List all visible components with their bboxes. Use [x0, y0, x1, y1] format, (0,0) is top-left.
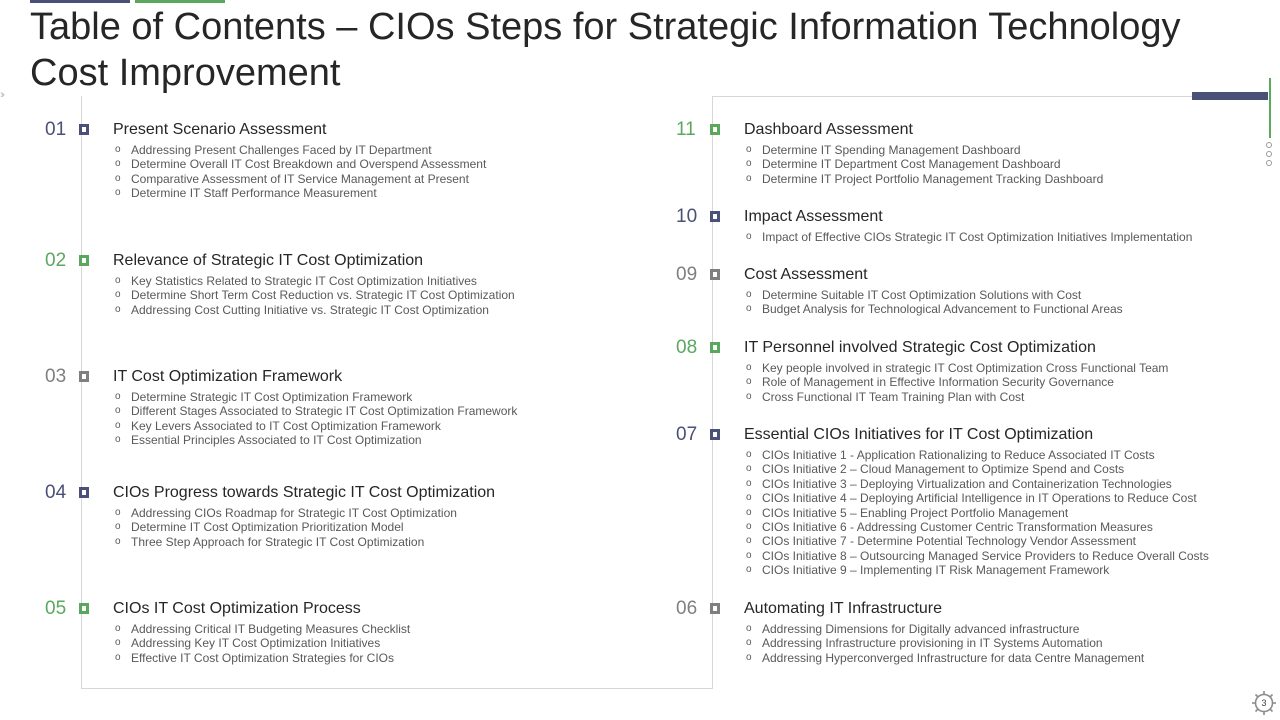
list-item: o CIOs Initiative 2 – Cloud Management to Optimize Spend and Costs — [744, 462, 1209, 476]
list-item: o Determine IT Project Portfolio Management Tracking Dashboard — [744, 172, 1103, 186]
list-item: o Three Step Approach for Strategic IT Cost Optimization — [113, 535, 457, 549]
list-item: o Addressing Cost Cutting Initiative vs. Strategic IT Cost Optimization — [113, 303, 515, 317]
bullet-square-icon — [79, 371, 89, 382]
list-item: o CIOs Initiative 9 – Implementing IT Risk Management Framework — [744, 563, 1209, 577]
section-number: 03 — [45, 366, 67, 387]
list-item: o Budget Analysis for Technological Advancement to Functional Areas — [744, 302, 1123, 316]
toc-section-04[interactable] — [45, 482, 685, 557]
section-title: Impact Assessment — [744, 208, 883, 225]
list-item: o Different Stages Associated to Strategic IT Cost Optimization Framework — [113, 404, 517, 418]
list-item: o Addressing Present Challenges Faced by IT Department — [113, 143, 486, 157]
section-title: IT Personnel involved Strategic Cost Optimization — [744, 339, 1096, 356]
toc-section-11[interactable] — [676, 119, 1256, 194]
section-number: 02 — [45, 250, 67, 271]
list-item: o CIOs Initiative 3 – Deploying Virtualization and Containerization Technologies — [744, 477, 1209, 491]
list-item: o Effective IT Cost Optimization Strategies for CIOs — [113, 651, 410, 665]
section-number: 10 — [676, 206, 698, 227]
section-title: CIOs IT Cost Optimization Process — [113, 600, 361, 617]
list-item: o CIOs Initiative 4 – Deploying Artificial Intelligence in IT Operations to Reduce Cost — [744, 491, 1209, 505]
section-number: 05 — [45, 598, 67, 619]
section-title: Essential CIOs Initiatives for IT Cost Optimization — [744, 426, 1094, 443]
section-items — [744, 361, 1168, 404]
toc-section-06[interactable] — [676, 598, 1256, 673]
section-title: Relevance of Strategic IT Cost Optimization — [113, 252, 424, 269]
section-number: 11 — [676, 119, 696, 140]
toc-section-01[interactable] — [45, 119, 685, 209]
list-item: o Determine Overall IT Cost Breakdown and Overspend Assessment — [113, 157, 486, 171]
bullet-square-icon — [710, 269, 720, 280]
section-items — [113, 143, 486, 201]
toc-section-09[interactable] — [676, 264, 1256, 324]
list-item: o CIOs Initiative 5 – Enabling Project Portfolio Management — [744, 506, 1209, 520]
dots-icon — [1266, 142, 1274, 166]
top-accent-line-green — [135, 0, 225, 3]
right-column-frame-top — [712, 96, 1192, 97]
section-number: 06 — [676, 598, 698, 619]
section-number: 01 — [45, 119, 67, 140]
section-number: 07 — [676, 424, 698, 445]
list-item: o Determine Short Term Cost Reduction vs. Strategic IT Cost Optimization — [113, 288, 515, 302]
section-title: IT Cost Optimization Framework — [113, 368, 343, 385]
list-item: o Essential Principles Associated to IT Cost Optimization — [113, 433, 517, 447]
section-title: Present Scenario Assessment — [113, 121, 327, 138]
page-number: 3 — [1261, 698, 1267, 708]
list-item: o Cross Functional IT Team Training Plan with Cost — [744, 390, 1168, 404]
section-title: Cost Assessment — [744, 266, 868, 283]
section-number: 08 — [676, 337, 698, 358]
list-item: o Addressing Hyperconverged Infrastructure for data Centre Management — [744, 651, 1144, 665]
list-item: o CIOs Initiative 7 - Determine Potential Technology Vendor Assessment — [744, 534, 1209, 548]
corner-accent-bar — [1192, 92, 1268, 100]
page-title: Table of Contents – CIOs Steps for Strategic Information Technology Cost Improvement — [30, 6, 1181, 94]
section-items — [744, 288, 1123, 317]
section-title: Dashboard Assessment — [744, 121, 913, 138]
list-item: o Addressing Dimensions for Digitally advanced infrastructure — [744, 622, 1144, 636]
list-item: o Key Statistics Related to Strategic IT Cost Optimization Initiatives — [113, 274, 515, 288]
list-item: o CIOs Initiative 1 - Application Rationalizing to Reduce Associated IT Costs — [744, 448, 1209, 462]
section-number: 04 — [45, 482, 67, 503]
toc-section-10[interactable] — [676, 206, 1256, 251]
bullet-square-icon — [710, 429, 720, 440]
corner-accent-line — [1269, 78, 1271, 138]
chevrons-icon: ››› — [0, 89, 2, 101]
list-item: o Key people involved in strategic IT Cost Optimization Cross Functional Team — [744, 361, 1168, 375]
section-items — [113, 274, 515, 317]
bullet-square-icon — [79, 487, 89, 498]
list-item: o Key Levers Associated to IT Cost Optimization Framework — [113, 419, 517, 433]
toc-section-02[interactable] — [45, 250, 685, 325]
bullet-square-icon — [710, 603, 720, 614]
list-item: o Comparative Assessment of IT Service Management at Present — [113, 172, 486, 186]
list-item: o Determine IT Department Cost Management Dashboard — [744, 157, 1103, 171]
bullet-square-icon — [79, 124, 89, 135]
toc-section-03[interactable] — [45, 366, 685, 456]
bullet-square-icon — [710, 124, 720, 135]
section-number: 09 — [676, 264, 698, 285]
section-title: Automating IT Infrastructure — [744, 600, 943, 617]
list-item: o CIOs Initiative 6 - Addressing Customer Centric Transformation Measures — [744, 520, 1209, 534]
bullet-square-icon — [710, 342, 720, 353]
list-item: o Role of Management in Effective Information Security Governance — [744, 375, 1168, 389]
bullet-square-icon — [79, 603, 89, 614]
top-accent-line-blue — [30, 0, 130, 3]
list-item: o Addressing Key IT Cost Optimization Initiatives — [113, 636, 410, 650]
section-items — [744, 230, 1192, 244]
list-item: o Determine Strategic IT Cost Optimization Framework — [113, 390, 517, 404]
toc-section-08[interactable] — [676, 337, 1256, 412]
section-items — [744, 622, 1144, 665]
section-title: CIOs Progress towards Strategic IT Cost Optimization — [113, 484, 496, 501]
list-item: o Addressing Infrastructure provisioning in IT Systems Automation — [744, 636, 1144, 650]
section-items — [744, 448, 1209, 578]
section-items — [113, 506, 457, 549]
list-item: o Determine IT Spending Management Dashboard — [744, 143, 1103, 157]
list-item: o Addressing Critical IT Budgeting Measures Checklist — [113, 622, 410, 636]
list-item: o Impact of Effective CIOs Strategic IT Cost Optimization Initiatives Implementation — [744, 230, 1192, 244]
toc-section-05[interactable] — [45, 598, 685, 673]
section-items — [744, 143, 1103, 186]
section-items — [113, 622, 410, 665]
list-item: o Determine IT Cost Optimization Prioritization Model — [113, 520, 457, 534]
bullet-square-icon — [710, 211, 720, 222]
section-items — [113, 390, 517, 448]
bullet-square-icon — [79, 255, 89, 266]
list-item: o Determine IT Staff Performance Measurement — [113, 186, 486, 200]
list-item: o CIOs Initiative 8 – Outsourcing Managed Service Providers to Reduce Overall Costs — [744, 549, 1209, 563]
list-item: o Determine Suitable IT Cost Optimization Solutions with Cost — [744, 288, 1123, 302]
list-item: o Addressing CIOs Roadmap for Strategic IT Cost Optimization — [113, 506, 457, 520]
toc-section-07[interactable] — [676, 424, 1256, 584]
